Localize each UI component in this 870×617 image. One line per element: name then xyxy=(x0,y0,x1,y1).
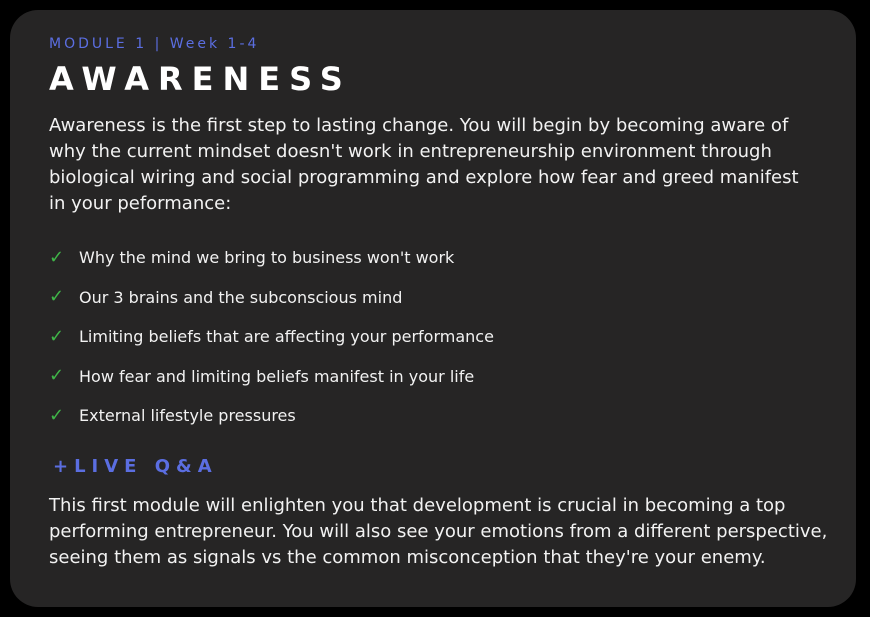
list-item-label: Limiting beliefs that are affecting your performance xyxy=(79,327,494,347)
checkmark-icon: ✓ xyxy=(49,404,65,426)
list-item xyxy=(49,317,494,357)
checkmark-icon: ✓ xyxy=(49,246,65,268)
list-item xyxy=(49,238,494,278)
topic-checklist xyxy=(49,238,494,436)
checkmark-icon: ✓ xyxy=(49,365,65,387)
live-qa-heading: +LIVE Q&A xyxy=(53,456,218,477)
list-item xyxy=(49,357,494,397)
module-intro: Awareness is the first step to lasting change. You will begin by becoming aware of why the current mindset doesn't work in entrepreneurship environment through biological wiring and social programming and explore how fear and greed manifest in your peformance: xyxy=(49,115,799,214)
module-outro: This first module will enlighten you that development is crucial in becoming a top performing entrepreneur. You will also see your emotions from a different perspective, seeing them as signals vs the common misconception that they're your enemy. xyxy=(49,495,828,568)
module-eyebrow: MODULE 1 | Week 1-4 xyxy=(49,36,260,52)
list-item-label: External lifestyle pressures xyxy=(79,406,296,426)
list-item xyxy=(49,278,494,318)
module-title: AWARENESS xyxy=(49,60,352,98)
list-item xyxy=(49,396,494,436)
list-item-label: How fear and limiting beliefs manifest in your life xyxy=(79,366,475,386)
module-card xyxy=(10,10,856,607)
list-item-label: Our 3 brains and the subconscious mind xyxy=(79,287,403,307)
checkmark-icon: ✓ xyxy=(49,325,65,347)
checkmark-icon: ✓ xyxy=(49,286,65,308)
list-item-label: Why the mind we bring to business won't work xyxy=(79,248,455,268)
